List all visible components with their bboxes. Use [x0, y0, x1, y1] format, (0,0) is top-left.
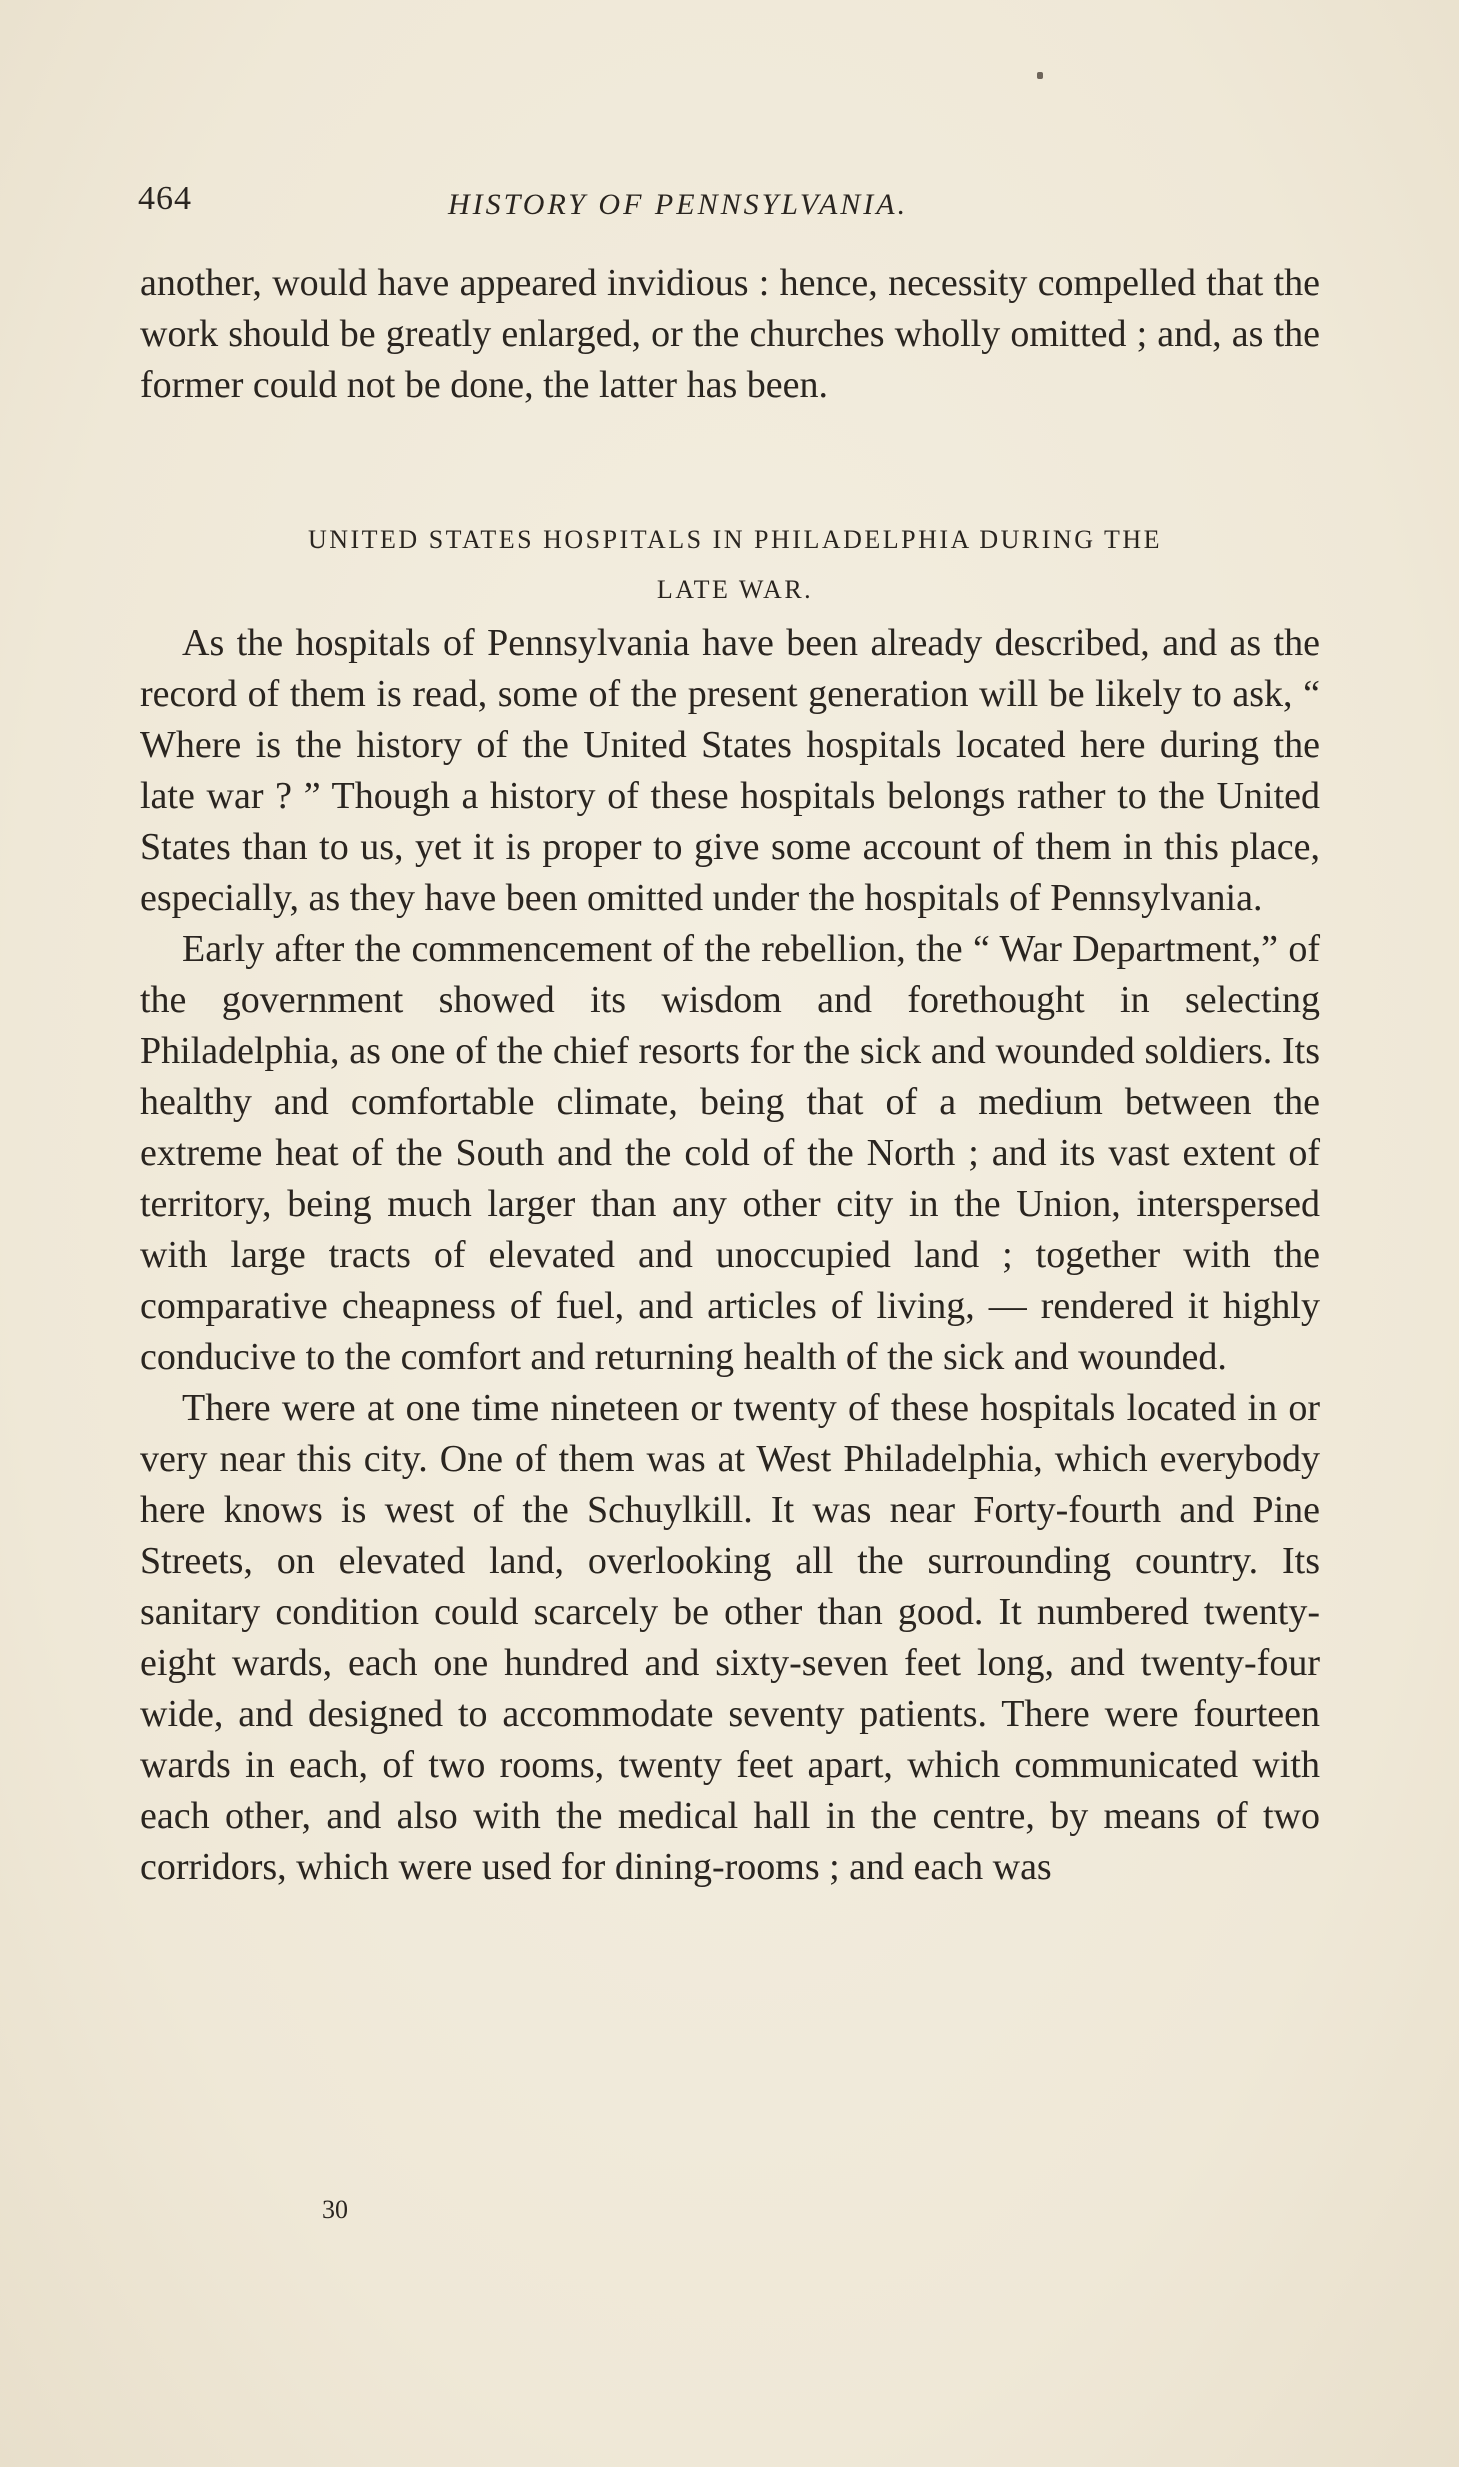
paragraph: There were at one time nineteen or twenty of these hospitals located in or very near this city. One of them was at West Philadelphia, which everybody here knows is west of the Schuylkill. It was near Forty-fourth and Pine Streets, on elevated land, overlooking all the surrounding country. Its sanitary condition could scarcely be other than good. It numbered twenty-eight wards, each one hundred and sixty-seven feet long, and twenty-four wide, and designed to accommodate seventy patients. There were fourteen wards in each, of two rooms, twenty feet apart, which communicated with each other, and also with the medical hall in the centre, by means of two corridors, which were used for dining-rooms ; and each was: [140, 1387, 1320, 1888]
running-title: HISTORY OF PENNSYLVANIA.: [448, 188, 909, 221]
paragraph: Early after the commencement of the rebellion, the “ War Department,” of the government showed its wisdom and forethought in selecting Philadelphia, as one of the chief resorts for the sick and wounded soldiers. Its healthy and comfortable climate, being that of a medium between the extreme heat of the South and the cold of the North ; and its vast extent of territory, being much larger than any other city in the Union, interspersed with large tracts of elevated and unoccupied land ; together with the comparative cheapness of fuel, and articles of living, — rendered it highly conducive to the comfort and returning health of the sick and wounded.: [140, 928, 1320, 1378]
ink-speck: [1037, 72, 1043, 79]
signature-mark: 30: [322, 2195, 348, 2224]
section-heading: [140, 515, 1330, 615]
intro-paragraph-block: [140, 258, 1320, 411]
body-text: [140, 618, 1320, 1893]
page-header: [138, 180, 1338, 230]
page-number: 464: [138, 180, 192, 217]
section-heading-line-1: UNITED STATES HOSPITALS IN PHILADELPHIA DURING THE: [307, 525, 1163, 554]
section-heading-line-2: LATE WAR.: [656, 575, 814, 604]
paragraph: As the hospitals of Pennsylvania have been already described, and as the record of them is read, some of the present generation will be likely to ask, “ Where is the history of the United States hospitals located here during the late war ? ” Though a history of these hospitals belongs rather to the United States than to us, yet it is proper to give some account of them in this place, especially, as they have been omitted under the hospitals of Pennsylvania.: [140, 622, 1320, 919]
intro-paragraph: another, would have appeared invidious : hence, necessity compelled that the work should be greatly enlarged, or the churches wholly omitted ; and, as the former could not be done, the latter has been.: [140, 262, 1320, 406]
